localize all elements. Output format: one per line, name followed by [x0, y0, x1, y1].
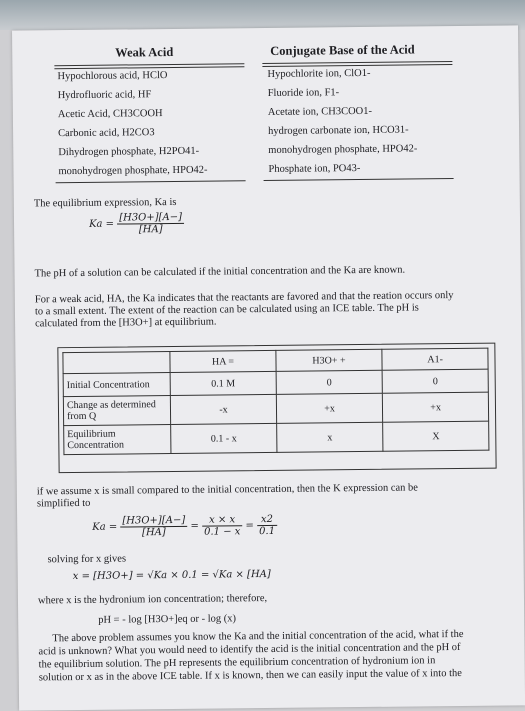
acid-header-rule-2 — [54, 66, 244, 69]
equilibrium-intro: The equilibrium expression, Ka is — [33, 196, 177, 210]
ice-cell: +x — [276, 393, 383, 423]
ice-header-cell: A1- — [382, 348, 488, 370]
solving-text: solving for x gives — [47, 553, 127, 566]
acid-cell: Hypochlorous acid, HClO — [57, 70, 168, 83]
ice-cell: +x — [383, 392, 489, 422]
worksheet-page — [12, 25, 525, 710]
fraction-denominator: 0.1 — [259, 525, 276, 538]
acid-cell: Dihydrogen phosphate, H2PO41- — [58, 145, 200, 159]
base-cell: Fluoride ion, F1- — [267, 87, 340, 99]
paragraph-line: if we assume x is small compared to the initial concentration, then the K expression can be — [36, 482, 418, 498]
ph-intro: The pH of a solution can be calculated if the initial concentration and the Ka are known. — [34, 264, 406, 280]
acid-cell: Hydrofluoric acid, HF — [57, 89, 152, 102]
weak-acid-paragraph — [35, 290, 454, 330]
conjugate-base-header: Conjugate Base of the Acid — [270, 42, 415, 58]
ice-row-equilibrium — [64, 421, 489, 454]
ph-formula: pH = - log [H3O+]eq or - log (x) — [98, 613, 237, 626]
paragraph-line: acid is unknown? What you would need to identify the acid is the initial concentration and the pH of — [38, 641, 461, 658]
ice-row-label: Change as determined from Q — [63, 396, 170, 426]
simplified-fraction-1 — [120, 515, 187, 539]
ice-cell: -x — [171, 394, 277, 424]
assume-paragraph — [37, 482, 418, 510]
ka-denominator: [HA] — [138, 224, 163, 236]
ice-table — [62, 348, 489, 455]
ice-row-label: Initial Concentration — [63, 373, 170, 397]
weak-acid-header: Weak Acid — [115, 44, 174, 60]
base-cell: Phosphate ion, PO43- — [268, 163, 361, 175]
simplified-lhs: Ka = — [92, 521, 118, 533]
ice-cell: 0 — [382, 369, 488, 393]
paragraph-line: solution or x as in the above ICE table. If x is known, then we can easily input the value of x into the — [38, 667, 462, 684]
ka-lhs: Ka = — [88, 218, 115, 230]
acid-cell: Acetic Acid, CH3COOH — [57, 108, 163, 121]
ice-cell: X — [383, 421, 489, 451]
paragraph-line: the equilibrium solution. The pH represents the equilibrium concentration of hydronium ion in — [38, 655, 436, 671]
solve-expression: x = [H3O+] = √Ka × 0.1 = √Ka × [HA] — [72, 568, 271, 583]
base-bottom-rule — [264, 178, 454, 181]
fraction-denominator: [HA] — [141, 527, 166, 539]
closing-paragraph — [38, 628, 464, 684]
ice-header-cell: HA = — [170, 350, 276, 372]
base-cell: Acetate ion, CH3COO1- — [267, 105, 373, 118]
base-header-rule-2 — [262, 64, 452, 67]
ice-cell: 0.1 - x — [171, 423, 277, 453]
acid-cell: monohydrogen phosphate, HPO42- — [58, 164, 208, 178]
ka-fraction — [117, 212, 184, 236]
paragraph-line: to a small extent. The extent of the reaction can be calculated using an ICE table. The pH is — [34, 302, 419, 318]
fraction-numerator: x × x — [202, 514, 242, 526]
simplified-expression — [92, 514, 277, 539]
paragraph-line: calculated from the [H3O+] at equilibrium. — [35, 316, 217, 330]
hydronium-text: where x is the hydronium ion concentration; therefore, — [37, 593, 268, 607]
fraction-numerator: x2 — [257, 514, 277, 526]
paragraph-line: The above problem assumes you know the Ka and the initial concentration of the acid, what if the — [52, 628, 464, 645]
ice-cell: 0 — [276, 370, 383, 394]
ice-cell: 0.1 M — [170, 371, 276, 395]
simplified-fraction-2 — [202, 514, 243, 537]
paragraph-line: For a weak acid, HA, the Ka indicates that the reactants are favored and that the reation occurs only — [34, 290, 454, 306]
ka-expression — [89, 212, 184, 236]
ice-header-cell — [63, 352, 170, 374]
fraction-denominator: 0.1 − x — [204, 526, 241, 538]
ice-cell: x — [276, 422, 383, 452]
fraction-numerator: [H3O+][A−] — [120, 515, 187, 528]
ice-row-label: Equilibrium Concentration — [64, 425, 171, 455]
acid-cell: Carbonic acid, H2CO3 — [58, 127, 155, 140]
ice-row-change — [63, 392, 488, 425]
acid-bottom-rule — [56, 180, 246, 183]
equals-sign: = — [190, 520, 199, 532]
simplified-fraction-3 — [257, 514, 277, 537]
base-cell: hydrogen carbonate ion, HCO31- — [268, 124, 409, 137]
ice-header-cell: H3O+ + — [276, 349, 383, 371]
equals-sign: = — [245, 520, 254, 532]
base-cell: monohydrogen phosphate, HPO42- — [268, 143, 418, 156]
base-cell: Hypochlorite ion, ClO1- — [267, 67, 371, 80]
paragraph-line: simplified to — [36, 497, 91, 510]
ka-numerator: [H3O+][A−] — [117, 212, 184, 225]
